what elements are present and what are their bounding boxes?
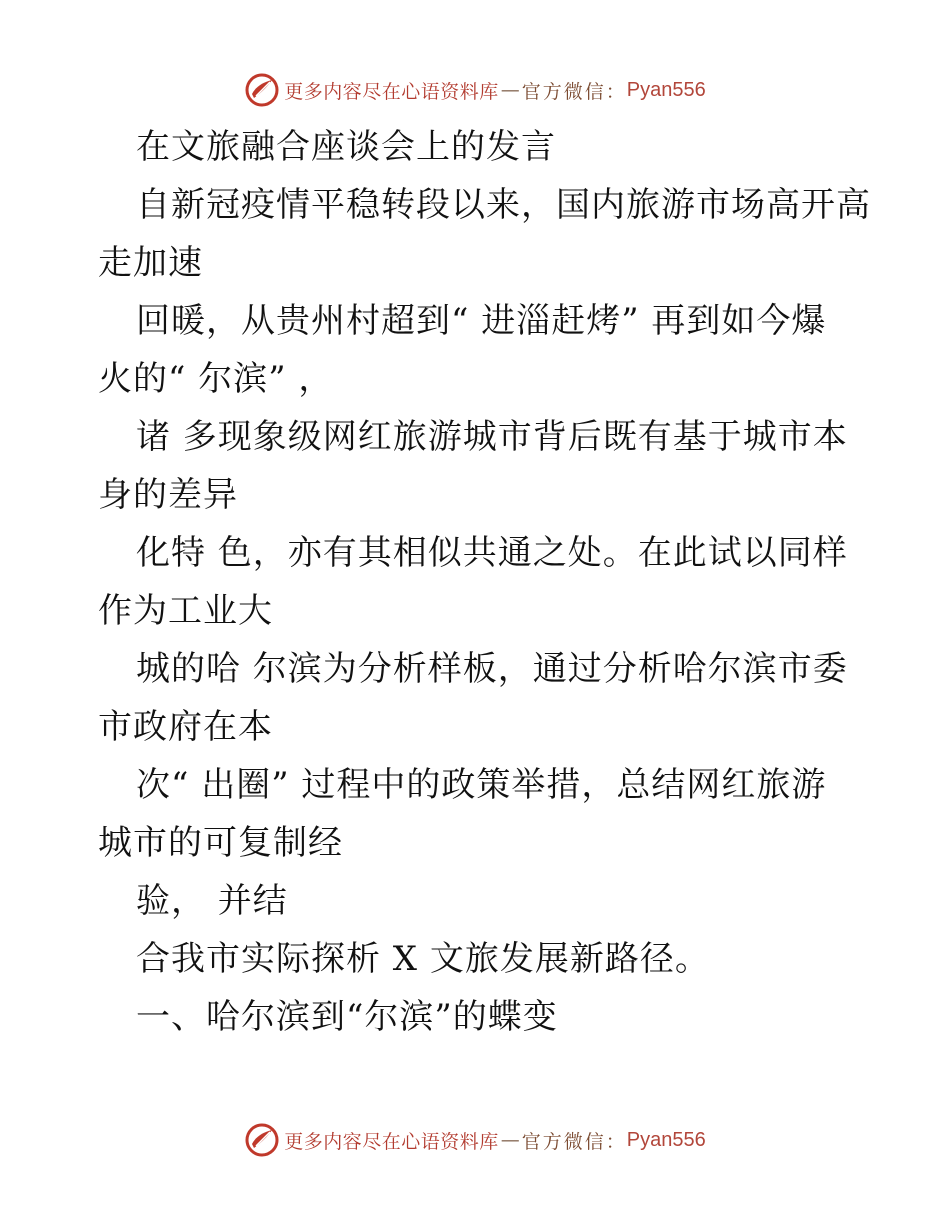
text-line: 验， 并结 [136, 881, 288, 921]
banner-main-text: 更多内容尽在心语资料库 [284, 80, 499, 103]
text-line: 次“ 出圈” 过程中的政策举措，总结网红旅游 [136, 765, 827, 805]
document-body [98, 118, 871, 1046]
pen-logo-icon [244, 1122, 280, 1158]
text-line: 诸 多现象级网红旅游城市背后既有基于城市本 [136, 417, 848, 457]
text-line: 作为工业大 [98, 591, 273, 631]
text-line: 身的差异 [98, 475, 238, 515]
footer-banner [0, 1120, 950, 1160]
banner-wechat-id: Pyan556 [626, 78, 706, 101]
document-title: 在文旅融合座谈会上的发言 [136, 127, 556, 167]
text-line: 城市的可复制经 [98, 823, 343, 863]
text-line: 自新冠疫情平稳转段以来，国内旅游市场高开高 [136, 185, 871, 225]
section-heading: 一、哈尔滨到“尔滨”的蝶变 [136, 997, 558, 1037]
banner-separator: — [500, 79, 520, 101]
text-line: 市政府在本 [98, 707, 273, 747]
text-line: 回暖，从贵州村超到“ 进淄赶烤” 再到如今爆 [136, 301, 827, 341]
banner-label: 官方微信： [521, 1130, 627, 1153]
text-line: 走加速 [98, 243, 203, 283]
text-line: 化特 色，亦有其相似共通之处。在此试以同样 [136, 533, 848, 573]
text-line: 火的“ 尔滨” ， [98, 359, 334, 399]
banner-label: 官方微信： [521, 80, 627, 103]
banner-wechat-id: Pyan556 [626, 1128, 706, 1151]
text-line: 城的哈 尔滨为分析样板，通过分析哈尔滨市委 [136, 649, 848, 689]
text-line: 合我市实际探析 X 文旅发展新路径。 [136, 939, 710, 979]
pen-logo-icon [244, 72, 280, 108]
header-banner [0, 70, 950, 110]
banner-main-text: 更多内容尽在心语资料库 [284, 1130, 499, 1153]
banner-separator: — [500, 1129, 520, 1151]
